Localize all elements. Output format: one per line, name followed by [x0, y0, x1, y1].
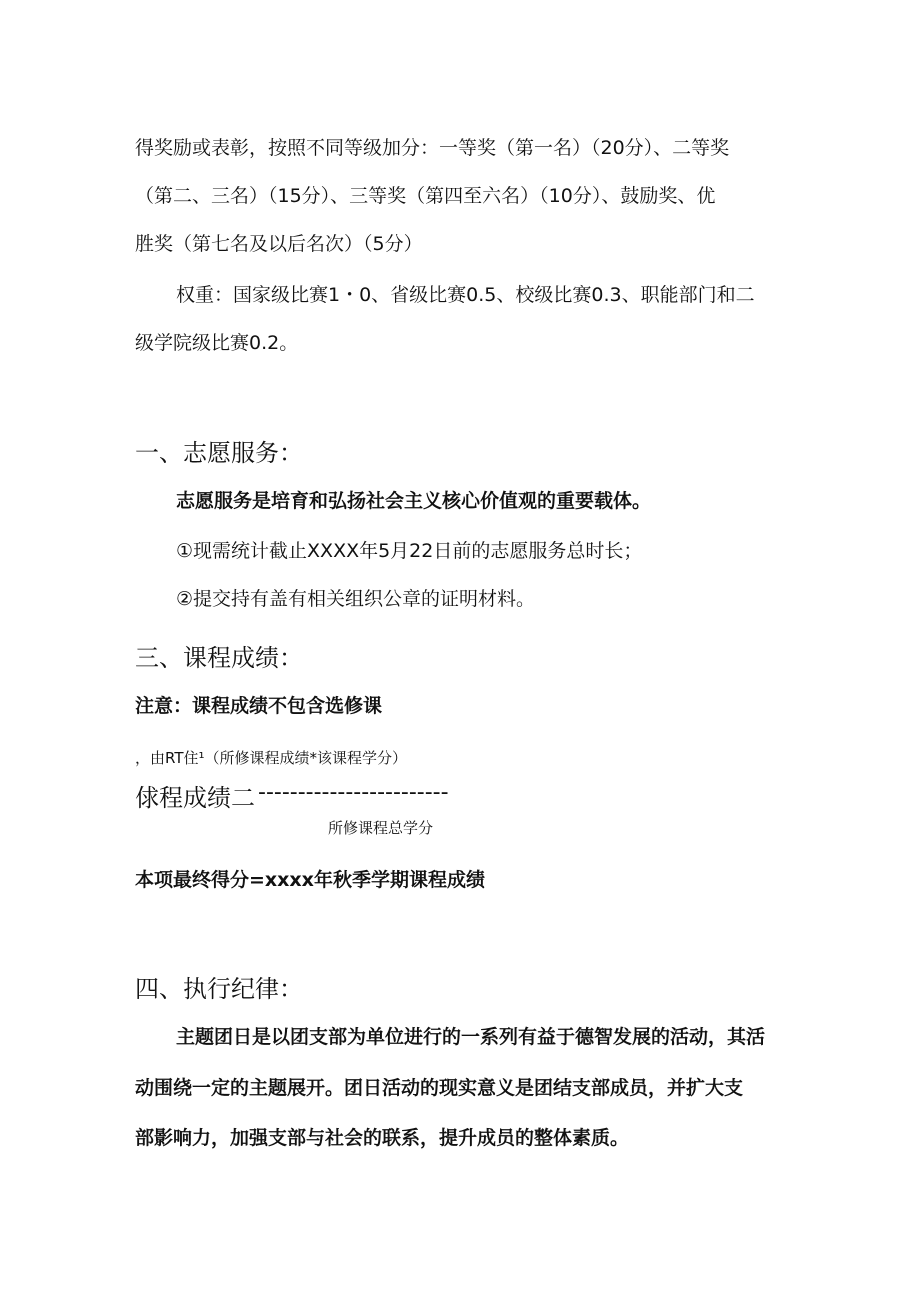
discipline-line-3: 部影响力，加强支部与社会的联系，提升成员的整体素质。 [135, 1127, 630, 1149]
volunteer-item-2: ②提交持有盖有相关组织公章的证明材料。 [176, 588, 536, 610]
discipline-line-2: 动围绕一定的主题展开。团日活动的现实意义是团结支部成员，并扩大支 [135, 1077, 744, 1099]
course-heading: 三、课程成绩： [135, 644, 303, 672]
course-note: 注意：课程成绩不包含选修课 [135, 695, 383, 717]
volunteer-intro: 志愿服务是培育和弘扬社会主义核心价值观的重要载体。 [176, 490, 652, 512]
formula-dashes: ------------------------ [258, 780, 449, 805]
formula-numerator: ，由RT住¹（所修课程成绩*该课程学分） [135, 749, 408, 767]
awards-line-2: （第二、三名）（15分）、三等奖（第四至六名）（10分）、鼓励奖、优 [135, 185, 716, 207]
awards-line-3: 胜奖（第七名及以后名次）（5分） [135, 233, 423, 255]
weight-line-1: 权重：国家级比赛1・0、省级比赛0.5、校级比赛0.3、职能部门和二 [176, 284, 755, 306]
volunteer-item-1: ①现需统计截止XXXX年5月22日前的志愿服务总时长； [176, 540, 643, 562]
course-final: 本项最终得分=xxxx年秋季学期课程成绩 [135, 869, 485, 891]
weight-line-2: 级学院级比赛0.2。 [135, 332, 299, 354]
awards-line-1: 得奖励或表彰，按照不同等级加分：一等奖（第一名）（20分）、二等奖 [135, 137, 730, 159]
formula-denominator: 所修课程总学分 [328, 819, 434, 837]
volunteer-heading: 一、志愿服务： [135, 439, 303, 467]
formula-left: 俅程成绩二 [135, 784, 255, 812]
discipline-heading: 四、执行纪律： [135, 975, 303, 1003]
discipline-line-1: 主题团日是以团支部为单位进行的一系列有益于德智发展的活动，其活 [176, 1026, 766, 1048]
